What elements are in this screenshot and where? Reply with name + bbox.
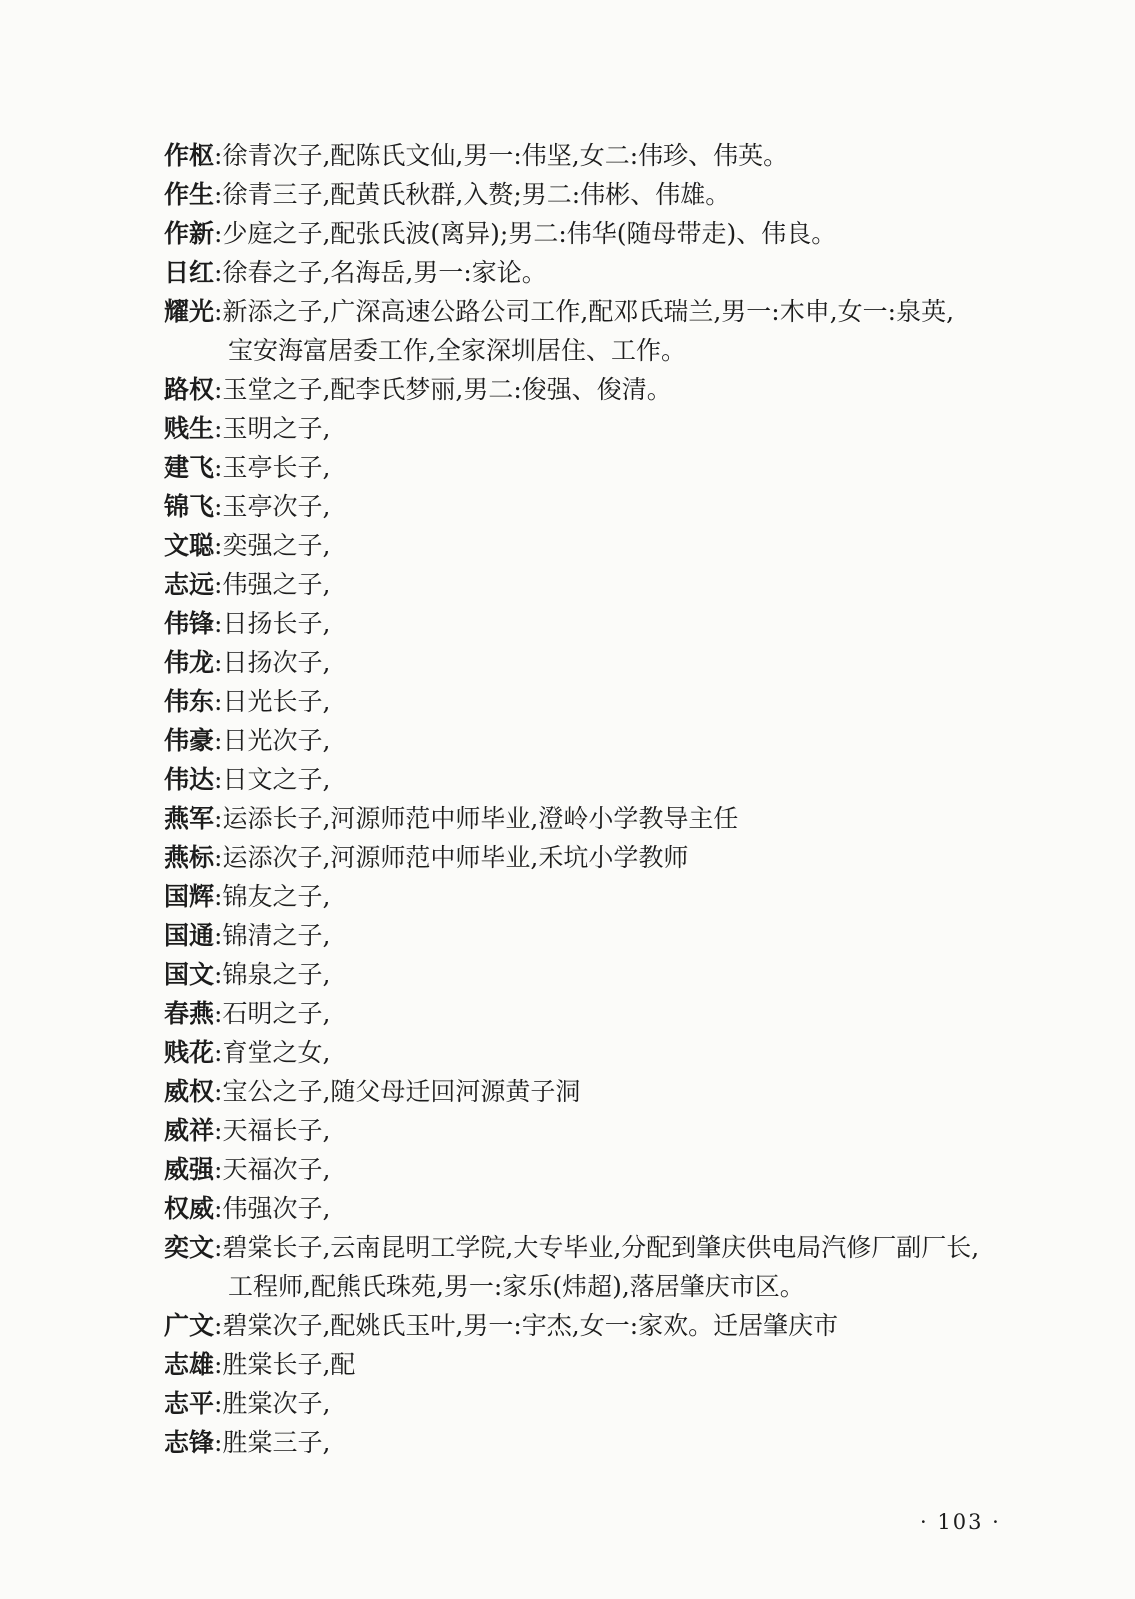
entry-text: 伟强次子, xyxy=(222,1194,331,1223)
entry-separator: : xyxy=(214,1311,223,1340)
entry-name: 耀光 xyxy=(164,297,215,326)
entry-name: 伟龙 xyxy=(164,648,215,677)
entry-separator: : xyxy=(214,141,223,170)
entry-text-continuation: 工程师,配熊氏珠苑,男一:家乐(炜超),落居肇庆市区。 xyxy=(228,1272,805,1301)
entry-separator: : xyxy=(214,1155,223,1184)
genealogy-entry xyxy=(164,760,1064,799)
genealogy-entry xyxy=(164,292,1064,331)
entry-separator: : xyxy=(214,687,223,716)
genealogy-entry xyxy=(164,994,1064,1033)
entry-separator: : xyxy=(214,960,223,989)
entry-name: 作新 xyxy=(164,219,215,248)
entry-separator: : xyxy=(214,375,223,404)
genealogy-entry xyxy=(164,877,1064,916)
entry-text: 徐青三子,配黄氏秋群,入赘;男二:伟彬、伟雄。 xyxy=(222,180,731,209)
entry-name: 广文 xyxy=(164,1311,215,1340)
entry-separator: : xyxy=(214,1038,223,1067)
genealogy-entry xyxy=(164,838,1064,877)
entry-separator: : xyxy=(214,1194,223,1223)
entry-separator: : xyxy=(214,414,223,443)
genealogy-entry xyxy=(164,955,1064,994)
entry-text: 玉堂之子,配李氏梦丽,男二:俊强、俊清。 xyxy=(222,375,672,404)
entry-text: 碧棠长子,云南昆明工学院,大专毕业,分配到肇庆供电局汽修厂副厂长, xyxy=(222,1233,980,1262)
entry-separator: : xyxy=(214,609,223,638)
genealogy-entry xyxy=(164,565,1064,604)
entry-name: 志远 xyxy=(164,570,215,599)
entry-text-continuation: 宝安海富居委工作,全家深圳居住、工作。 xyxy=(228,336,686,365)
entry-separator: : xyxy=(214,1350,223,1379)
entry-name: 锦飞 xyxy=(164,492,215,521)
entry-text: 玉明之子, xyxy=(222,414,331,443)
entry-name: 燕标 xyxy=(164,843,215,872)
entry-text: 胜棠三子, xyxy=(222,1428,331,1457)
entry-text: 徐春之子,名海岳,男一:家论。 xyxy=(222,258,547,287)
entry-name: 志平 xyxy=(164,1389,215,1418)
entry-name: 国辉 xyxy=(164,882,215,911)
genealogy-entry xyxy=(164,721,1064,760)
entry-separator: : xyxy=(214,921,223,950)
genealogy-entry xyxy=(164,604,1064,643)
entry-name: 贱花 xyxy=(164,1038,215,1067)
entry-name: 文聪 xyxy=(164,531,215,560)
entry-name: 燕军 xyxy=(164,804,215,833)
entry-text: 日光长子, xyxy=(222,687,331,716)
entry-separator: : xyxy=(214,804,223,833)
entry-text: 玉亭次子, xyxy=(222,492,331,521)
entry-separator: : xyxy=(214,453,223,482)
entry-text: 伟强之子, xyxy=(222,570,331,599)
entry-separator: : xyxy=(214,1116,223,1145)
entry-text: 少庭之子,配张氏波(离异);男二:伟华(随母带走)、伟良。 xyxy=(222,219,837,248)
genealogy-entry xyxy=(164,1150,1064,1189)
genealogy-entry xyxy=(164,1111,1064,1150)
entry-text: 胜棠次子, xyxy=(222,1389,331,1418)
page-number: · 103 · xyxy=(920,1510,1001,1534)
entry-text: 运添长子,河源师范中师毕业,澄岭小学教导主任 xyxy=(222,804,739,833)
entry-separator: : xyxy=(214,492,223,521)
entry-name: 作枢 xyxy=(164,141,215,170)
genealogy-entry xyxy=(164,1228,1064,1267)
entry-name: 威权 xyxy=(164,1077,215,1106)
genealogy-entry xyxy=(164,916,1064,955)
entry-separator: : xyxy=(214,648,223,677)
entry-text: 育堂之女, xyxy=(222,1038,331,1067)
entry-name: 伟豪 xyxy=(164,726,215,755)
entry-text: 天福长子, xyxy=(222,1116,331,1145)
entry-name: 日红 xyxy=(164,258,215,287)
entry-separator: : xyxy=(214,297,223,326)
genealogy-entry xyxy=(164,1189,1064,1228)
entry-text: 天福次子, xyxy=(222,1155,331,1184)
entry-separator: : xyxy=(214,1077,223,1106)
genealogy-entry xyxy=(164,526,1064,565)
entry-text: 新添之子,广深高速公路公司工作,配邓氏瑞兰,男一:木申,女一:泉英, xyxy=(222,297,955,326)
genealogy-entry xyxy=(164,253,1064,292)
entry-name: 威强 xyxy=(164,1155,215,1184)
genealogy-entry xyxy=(164,1033,1064,1072)
entry-text: 日文之子, xyxy=(222,765,331,794)
entry-name: 志锋 xyxy=(164,1428,215,1457)
entry-separator: : xyxy=(214,570,223,599)
genealogy-entry xyxy=(164,136,1064,175)
entry-separator: : xyxy=(214,531,223,560)
genealogy-entry xyxy=(164,1423,1064,1462)
genealogy-entry xyxy=(164,1306,1064,1345)
genealogy-entry xyxy=(164,409,1064,448)
entry-name: 奕文 xyxy=(164,1233,215,1262)
entry-separator: : xyxy=(214,843,223,872)
entry-text: 日扬次子, xyxy=(222,648,331,677)
entry-name: 国通 xyxy=(164,921,215,950)
entry-name: 伟达 xyxy=(164,765,215,794)
entry-name: 伟东 xyxy=(164,687,215,716)
entry-name: 建飞 xyxy=(164,453,215,482)
genealogy-entry xyxy=(164,643,1064,682)
entry-separator: : xyxy=(214,219,223,248)
genealogy-entries xyxy=(164,136,1064,1462)
entry-name: 志雄 xyxy=(164,1350,215,1379)
entry-name: 权威 xyxy=(164,1194,215,1223)
entry-name: 伟锋 xyxy=(164,609,215,638)
entry-text: 胜棠长子,配 xyxy=(222,1350,356,1379)
entry-name: 贱生 xyxy=(164,414,215,443)
entry-text: 奕强之子, xyxy=(222,531,331,560)
genealogy-entry xyxy=(164,1384,1064,1423)
entry-text: 徐青次子,配陈氏文仙,男一:伟坚,女二:伟珍、伟英。 xyxy=(222,141,789,170)
entry-name: 作生 xyxy=(164,180,215,209)
genealogy-entry xyxy=(164,448,1064,487)
entry-text: 宝公之子,随父母迁回河源黄子洞 xyxy=(222,1077,581,1106)
genealogy-entry xyxy=(164,682,1064,721)
entry-separator: : xyxy=(214,1428,223,1457)
entry-text: 日光次子, xyxy=(222,726,331,755)
entry-text: 碧棠次子,配姚氏玉叶,男一:宇杰,女一:家欢。迁居肇庆市 xyxy=(222,1311,839,1340)
entry-text: 锦友之子, xyxy=(222,882,331,911)
entry-separator: : xyxy=(214,882,223,911)
genealogy-entry xyxy=(164,1345,1064,1384)
entry-separator: : xyxy=(214,180,223,209)
genealogy-entry xyxy=(164,799,1064,838)
genealogy-entry xyxy=(164,1072,1064,1111)
entry-text: 锦清之子, xyxy=(222,921,331,950)
entry-separator: : xyxy=(214,1389,223,1418)
entry-name: 春燕 xyxy=(164,999,215,1028)
entry-separator: : xyxy=(214,765,223,794)
genealogy-entry xyxy=(164,487,1064,526)
genealogy-entry xyxy=(164,175,1064,214)
entry-separator: : xyxy=(214,1233,223,1262)
entry-name: 威祥 xyxy=(164,1116,215,1145)
entry-text: 运添次子,河源师范中师毕业,禾坑小学教师 xyxy=(222,843,689,872)
entry-separator: : xyxy=(214,258,223,287)
entry-text: 日扬长子, xyxy=(222,609,331,638)
entry-separator: : xyxy=(214,726,223,755)
entry-text: 玉亭长子, xyxy=(222,453,331,482)
genealogy-entry xyxy=(164,214,1064,253)
entry-name: 路权 xyxy=(164,375,215,404)
entry-separator: : xyxy=(214,999,223,1028)
genealogy-entry xyxy=(164,370,1064,409)
entry-text: 石明之子, xyxy=(222,999,331,1028)
entry-name: 国文 xyxy=(164,960,215,989)
entry-text: 锦泉之子, xyxy=(222,960,331,989)
